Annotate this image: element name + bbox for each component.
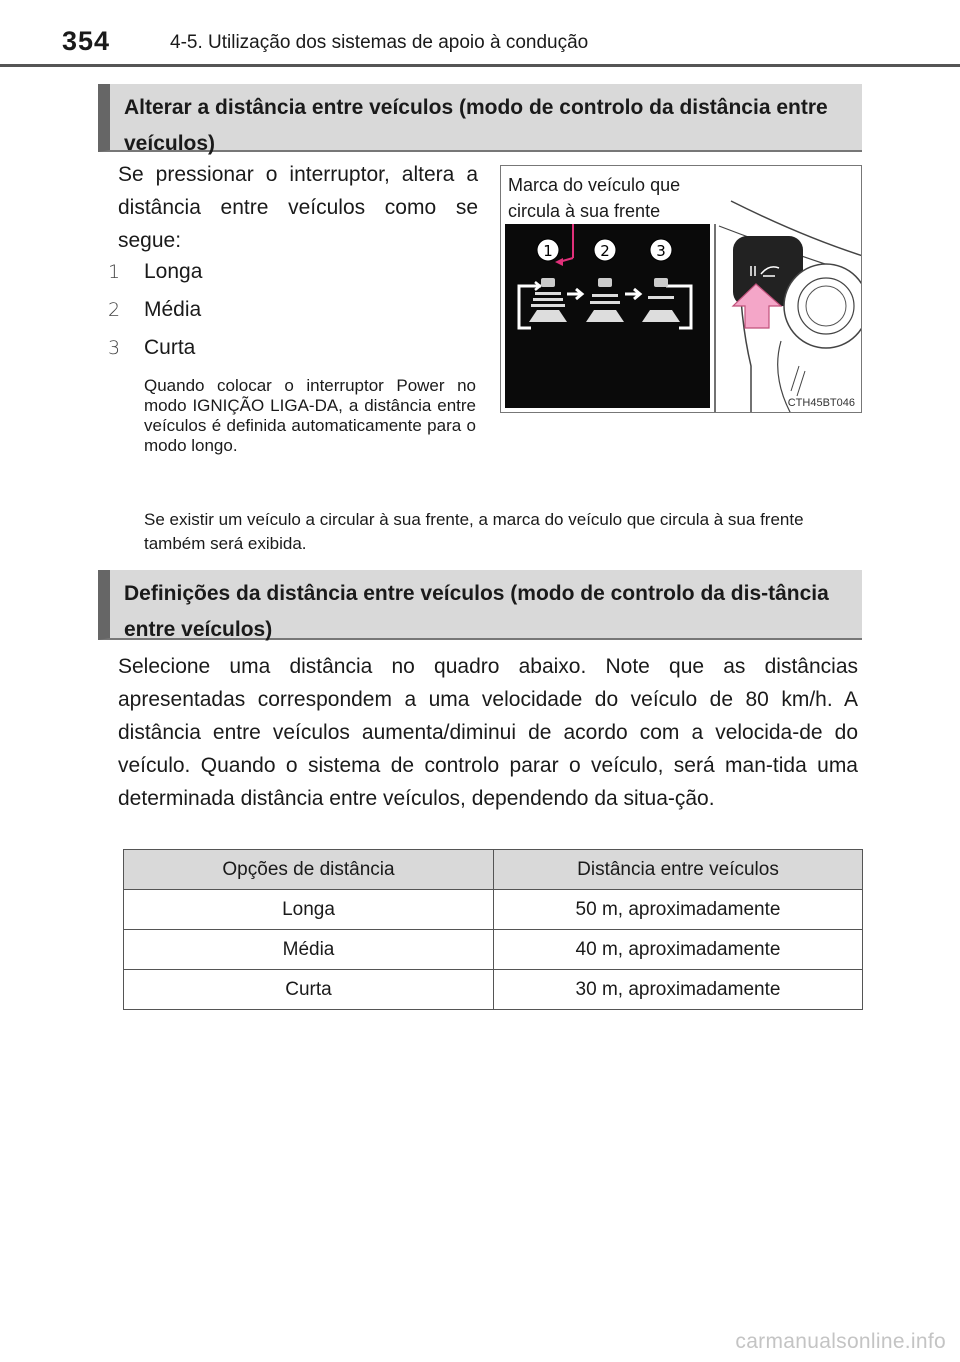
table-cell: Curta: [124, 970, 494, 1010]
marker-3: 3: [656, 242, 666, 260]
column-header: Distância entre veículos: [494, 850, 863, 890]
table-cell: Longa: [124, 890, 494, 930]
list-item: [108, 336, 196, 360]
note-power-mode: Quando colocar o interruptor Power no modo IGNIÇÃO LIGA-DA, a distância entre veículos é definida automaticamente para o modo longo.: [144, 376, 476, 455]
list-item: [108, 298, 202, 322]
intro-paragraph: Se pressionar o interruptor, altera a distância entre veículos como se segue:: [118, 163, 478, 252]
column-header: Opções de distância: [124, 850, 494, 890]
table-cell: 50 m, aproximadamente: [494, 890, 863, 930]
item-label: Média: [144, 298, 202, 321]
item-label: Longa: [144, 260, 203, 283]
item-number: 3: [108, 337, 121, 359]
table-header-row: [124, 850, 863, 890]
table-row: [124, 930, 863, 970]
header-rule: [0, 64, 960, 67]
figure-caption: Marca do veículo que circula à sua frente: [508, 172, 718, 224]
marker-2: 2: [600, 242, 610, 260]
running-head: 4-5. Utilização dos sistemas de apoio à condução: [170, 32, 589, 53]
table-row: [124, 970, 863, 1010]
item-number: 2: [108, 299, 121, 321]
section-title-change-distance: Alterar a distância entre veículos (modo de controlo da distância entre veículos): [98, 84, 862, 152]
note-preceding-vehicle: Se existir um veículo a circular à sua frente, a marca do veículo que circula à sua frente também será exibida.: [144, 510, 804, 553]
distance-table: [123, 849, 863, 1010]
table-row: [124, 890, 863, 930]
settings-paragraph: Selecione uma distância no quadro abaixo. Note que as distâncias apresentadas correspondem a uma velocidade do veículo de 80 km/h. A distância entre veículos aumenta/diminui de acordo com a velocida-de do veículo. Quando o sistema de controlo parar o veículo, será man-tida uma determinada distância entre veículos, dependendo da situa-ção.: [118, 655, 858, 810]
watermark-link[interactable]: carmanualsonline.info: [735, 1330, 946, 1353]
item-number: 1: [108, 261, 121, 283]
table-cell: 40 m, aproximadamente: [494, 930, 863, 970]
figure-code: CTH45BT046: [787, 397, 855, 409]
list-item: [108, 260, 203, 284]
section-title-distance-settings: Definições da distância entre veículos (modo de controlo da dis-tância entre veículos): [98, 570, 862, 640]
table-cell: 30 m, aproximadamente: [494, 970, 863, 1010]
table-cell: Média: [124, 930, 494, 970]
page-number: 354: [62, 26, 111, 56]
item-label: Curta: [144, 336, 196, 359]
marker-1: 1: [543, 242, 553, 260]
